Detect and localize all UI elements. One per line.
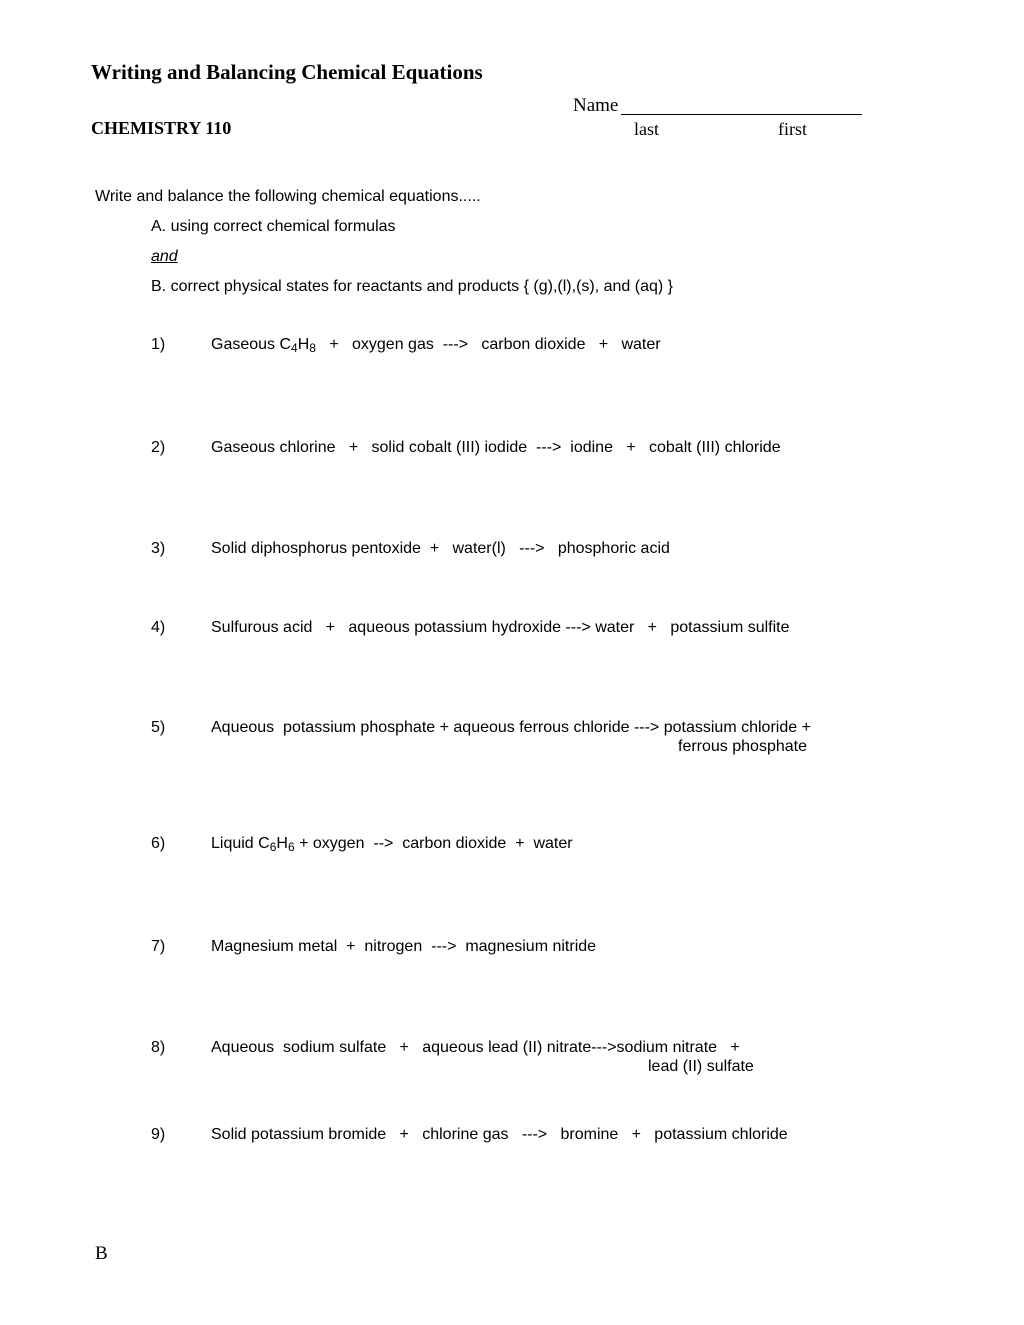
- question-number: 4): [151, 619, 166, 636]
- formula-subscript: 8: [309, 341, 316, 355]
- instruction-item-b: B. correct physical states for reactants and products { (g),(l),(s), and (aq) }: [151, 278, 673, 295]
- question-text: Aqueous sodium sulfate + aqueous lead (II) nitrate--->sodium nitrate +: [211, 1039, 740, 1056]
- question-number: 7): [151, 938, 166, 955]
- footer-mark: B: [95, 1243, 108, 1264]
- course-label: CHEMISTRY 110: [91, 118, 232, 138]
- question-text: Aqueous potassium phosphate + aqueous ferrous chloride ---> potassium chloride +: [211, 719, 811, 736]
- name-label: Name: [573, 95, 619, 116]
- question-number: 2): [151, 439, 166, 456]
- name-blank-line: [621, 114, 862, 115]
- formula-subscript: 4: [291, 341, 298, 355]
- question-number: 9): [151, 1126, 166, 1143]
- question-number: 8): [151, 1039, 166, 1056]
- question-text-part: H: [276, 835, 288, 852]
- question-text-part: H: [297, 336, 310, 353]
- question-text-part: Liquid C: [211, 835, 270, 852]
- page-title: Writing and Balancing Chemical Equations: [91, 60, 483, 84]
- last-name-caption: last: [634, 119, 659, 139]
- instruction-connector: and: [151, 248, 178, 265]
- question-text-part: Gaseous C: [211, 336, 292, 353]
- question-text: [211, 336, 661, 354]
- question-text-continuation: lead (II) sulfate: [648, 1058, 754, 1075]
- question-text-continuation: ferrous phosphate: [678, 738, 807, 755]
- formula-subscript: 6: [287, 840, 295, 854]
- question-number: 5): [151, 719, 166, 736]
- question-text-part: + oxygen gas ---> carbon dioxide + water: [315, 336, 661, 353]
- instructions-intro: Write and balance the following chemical equations.....: [95, 188, 481, 205]
- instruction-item-a: A. using correct chemical formulas: [151, 218, 396, 235]
- question-number: 6): [151, 835, 166, 852]
- question-text: Gaseous chlorine + solid cobalt (III) iodide ---> iodine + cobalt (III) chloride: [211, 439, 781, 456]
- question-number: 1): [151, 336, 166, 353]
- question-text: [211, 835, 573, 853]
- question-number: 3): [151, 540, 166, 557]
- question-text: Magnesium metal + nitrogen ---> magnesium nitride: [211, 938, 597, 955]
- formula-subscript: 6: [269, 840, 277, 854]
- question-text: Solid diphosphorus pentoxide + water(l) ---> phosphoric acid: [211, 540, 670, 557]
- first-name-caption: first: [778, 119, 807, 139]
- question-text: Solid potassium bromide + chlorine gas ---> bromine + potassium chloride: [211, 1126, 788, 1143]
- question-text: Sulfurous acid + aqueous potassium hydroxide ---> water + potassium sulfite: [211, 619, 790, 636]
- question-text-part: + oxygen --> carbon dioxide + water: [294, 835, 573, 852]
